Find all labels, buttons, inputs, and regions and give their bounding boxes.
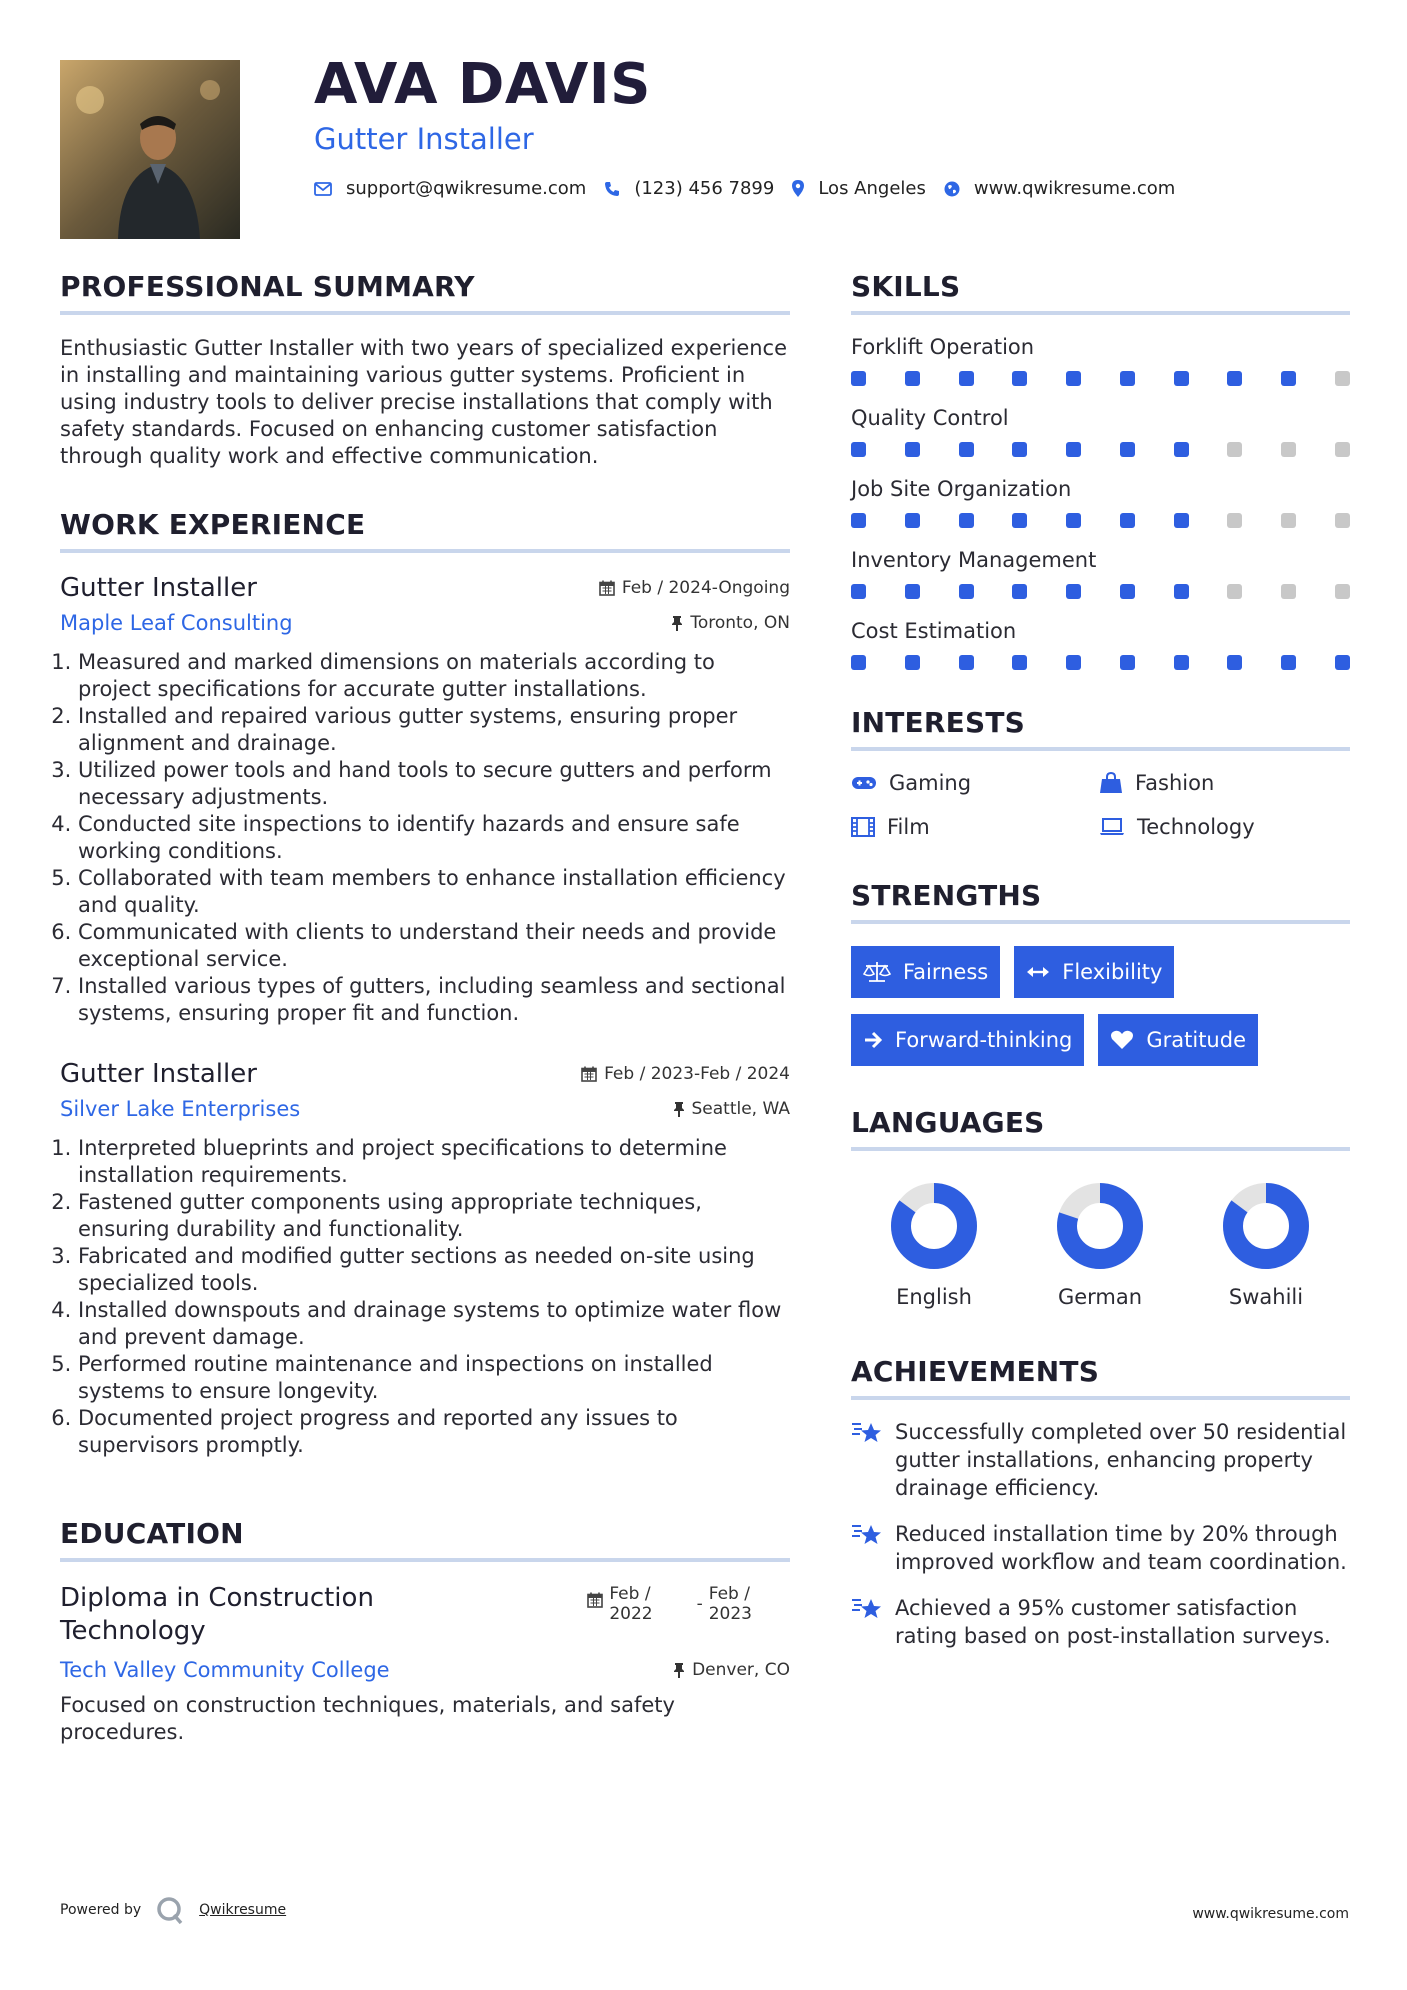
- job-title: Gutter Installer: [60, 1059, 257, 1089]
- skills-section: [851, 270, 1350, 670]
- interest-technology: Technology: [1099, 815, 1349, 839]
- rating-dot-filled: [1335, 655, 1350, 670]
- contact-bar: [314, 178, 1193, 199]
- rating-dot-filled: [1174, 655, 1189, 670]
- rating-dot-filled: [1012, 442, 1027, 457]
- rating-dot-filled: [1174, 442, 1189, 457]
- contact-email[interactable]: [314, 178, 586, 199]
- achievement-item: [851, 1520, 1350, 1576]
- phone-icon: [604, 181, 620, 197]
- school-name: Tech Valley Community College: [60, 1658, 390, 1682]
- job-bullet: 5. Performed routine maintenance and inspections on installed systems to ensure longevity.: [78, 1351, 790, 1405]
- rating-dot-filled: [1012, 655, 1027, 670]
- rating-dot-filled: [959, 371, 974, 386]
- rating-dot-empty: [1335, 442, 1350, 457]
- job-dates: Feb / 2023-Feb / 2024: [581, 1064, 790, 1084]
- rating-dot-filled: [1066, 584, 1081, 599]
- education-section: [60, 1517, 790, 1746]
- rating-dot-empty: [1281, 442, 1296, 457]
- rating-dot-filled: [851, 442, 866, 457]
- pushpin-icon: [671, 615, 683, 631]
- calendar-icon: [581, 1066, 597, 1082]
- strength-flexibility: Flexibility: [1014, 946, 1174, 998]
- pushpin-icon: [673, 1662, 685, 1678]
- rating-dot-filled: [1174, 584, 1189, 599]
- shooting-star-icon: [851, 1596, 883, 1622]
- skill-rating: [851, 513, 1350, 528]
- shooting-star-icon: [851, 1522, 883, 1548]
- arrow-right-icon: [863, 1030, 883, 1050]
- rating-dot-filled: [1066, 655, 1081, 670]
- experience-heading: WORK EXPERIENCE: [60, 508, 790, 553]
- skill-name: Forklift Operation: [851, 335, 1035, 359]
- phone-text: (123) 456 7899: [634, 178, 775, 199]
- achievements-section: [851, 1355, 1350, 1650]
- skill-item: [851, 619, 1350, 670]
- rating-dot-empty: [1281, 584, 1296, 599]
- rating-dot-filled: [1066, 513, 1081, 528]
- rating-dot-filled: [1120, 655, 1135, 670]
- rating-dot-empty: [1227, 442, 1242, 457]
- skill-name: Quality Control: [851, 406, 1009, 430]
- contact-location: [792, 178, 926, 199]
- footer-powered-by: Powered by Qwikresume: [60, 1895, 286, 1925]
- language-proficiency-ring: [1223, 1183, 1309, 1269]
- rating-dot-filled: [905, 584, 920, 599]
- candidate-title: Gutter Installer: [314, 122, 534, 156]
- rating-dot-filled: [1066, 371, 1081, 386]
- rating-dot-filled: [1120, 584, 1135, 599]
- rating-dot-filled: [1012, 513, 1027, 528]
- rating-dot-empty: [1335, 513, 1350, 528]
- rating-dot-filled: [905, 442, 920, 457]
- contact-phone[interactable]: [604, 178, 774, 199]
- skill-rating: [851, 442, 1350, 457]
- rating-dot-filled: [1174, 513, 1189, 528]
- rating-dot-filled: [905, 655, 920, 670]
- job-bullet: 3. Fabricated and modified gutter sections as needed on-site using specialized tools.: [78, 1243, 790, 1297]
- job-location: Seattle, WA: [673, 1099, 791, 1119]
- rating-dot-empty: [1281, 513, 1296, 528]
- job-bullet: 4. Conducted site inspections to identify hazards and ensure safe working conditions.: [78, 811, 790, 865]
- candidate-name: AVA DAVIS: [314, 52, 651, 117]
- language-name: English: [896, 1285, 972, 1309]
- heart-icon: [1110, 1030, 1134, 1050]
- language-proficiency-ring: [891, 1183, 977, 1269]
- job-dates: Feb / 2024-Ongoing: [599, 578, 790, 598]
- job-bullet: 1. Interpreted blueprints and project specifications to determine installation requirements.: [78, 1135, 790, 1189]
- job-bullet: 4. Installed downspouts and drainage systems to optimize water flow and prevent damage.: [78, 1297, 790, 1351]
- achievements-heading: ACHIEVEMENTS: [851, 1355, 1350, 1400]
- skill-item: [851, 548, 1350, 599]
- rating-dot-filled: [1120, 513, 1135, 528]
- job-bullets: [60, 1135, 790, 1459]
- interests-section: [851, 706, 1350, 839]
- gamepad-icon: [851, 775, 877, 791]
- interest-fashion: Fashion: [1099, 771, 1349, 795]
- language-item: [851, 1183, 1017, 1309]
- skills-heading: SKILLS: [851, 270, 1350, 315]
- skill-name: Job Site Organization: [851, 477, 1072, 501]
- strengths-section: [851, 879, 1350, 1066]
- education-description: Focused on construction techniques, materials, and safety procedures.: [60, 1693, 675, 1744]
- school-location: Denver, CO: [673, 1660, 790, 1680]
- company-name: Maple Leaf Consulting: [60, 611, 293, 635]
- experience-section: [60, 508, 790, 1459]
- globe-icon: [944, 181, 960, 197]
- achievement-item: [851, 1594, 1350, 1650]
- rating-dot-empty: [1227, 513, 1242, 528]
- rating-dot-empty: [1335, 371, 1350, 386]
- rating-dot-filled: [959, 584, 974, 599]
- skill-rating: [851, 371, 1350, 386]
- rating-dot-filled: [1281, 655, 1296, 670]
- skill-name: Cost Estimation: [851, 619, 1017, 643]
- language-name: German: [1057, 1285, 1143, 1309]
- skill-item: [851, 406, 1350, 457]
- right-column: [851, 270, 1350, 1650]
- job-title: Gutter Installer: [60, 573, 257, 603]
- rating-dot-filled: [1227, 371, 1242, 386]
- skill-item: [851, 477, 1350, 528]
- job-bullet: 6. Communicated with clients to understand their needs and provide exceptional service.: [78, 919, 790, 973]
- rating-dot-filled: [851, 513, 866, 528]
- rating-dot-filled: [851, 584, 866, 599]
- strength-gratitude: Gratitude: [1098, 1014, 1258, 1066]
- achievement-text: Achieved a 95% customer satisfaction rating based on post-installation surveys.: [895, 1596, 1331, 1648]
- balance-scale-icon: [863, 961, 891, 983]
- envelope-icon: [314, 182, 332, 196]
- strengths-heading: STRENGTHS: [851, 879, 1350, 924]
- rating-dot-filled: [959, 513, 974, 528]
- footer-website[interactable]: www.qwikresume.com: [1192, 1906, 1349, 1922]
- qwikresume-logo-icon: [155, 1895, 185, 1925]
- language-item: [1183, 1183, 1349, 1309]
- rating-dot-filled: [905, 513, 920, 528]
- rating-dot-filled: [1120, 371, 1135, 386]
- map-marker-icon: [792, 180, 804, 197]
- job-entry: [60, 573, 790, 1027]
- strength-fairness: Fairness: [851, 946, 1000, 998]
- email-text: support@qwikresume.com: [346, 178, 587, 199]
- shooting-star-icon: [851, 1420, 883, 1446]
- summary-text: Enthusiastic Gutter Installer with two years of specialized experience in installing and maintaining various gutter systems. Proficient in using industry tools to deliver precise installations that comply with safety standards. Focused on enhancing customer satisfaction through quality work and effective communication.: [60, 336, 788, 468]
- rating-dot-filled: [959, 442, 974, 457]
- pushpin-icon: [673, 1101, 685, 1117]
- website-text: www.qwikresume.com: [973, 178, 1176, 199]
- job-location: Toronto, ON: [671, 613, 790, 633]
- rating-dot-filled: [1281, 371, 1296, 386]
- rating-dot-filled: [851, 371, 866, 386]
- skill-rating: [851, 655, 1350, 670]
- profile-photo: [60, 60, 240, 239]
- shopping-bag-icon: [1099, 772, 1123, 794]
- language-proficiency-ring: [1057, 1183, 1143, 1269]
- footer-brand-link[interactable]: Qwikresume: [199, 1902, 287, 1918]
- language-item: [1017, 1183, 1183, 1309]
- job-bullet: 1. Measured and marked dimensions on materials according to project specifications for accurate gutter installations.: [78, 649, 790, 703]
- job-bullet: 5. Collaborated with team members to enhance installation efficiency and quality.: [78, 865, 790, 919]
- education-dates: Feb / 2022 - Feb / 2023: [587, 1584, 790, 1648]
- job-bullet: 6. Documented project progress and reported any issues to supervisors promptly.: [78, 1405, 790, 1459]
- interests-heading: INTERESTS: [851, 706, 1350, 751]
- rating-dot-empty: [1335, 584, 1350, 599]
- calendar-icon: [599, 580, 615, 596]
- contact-website[interactable]: [944, 178, 1175, 199]
- rating-dot-filled: [1227, 655, 1242, 670]
- languages-section: [851, 1106, 1350, 1309]
- summary-heading: PROFESSIONAL SUMMARY: [60, 270, 790, 315]
- rating-dot-filled: [959, 655, 974, 670]
- degree-title: Diploma in Construction Technology: [60, 1583, 374, 1646]
- skill-item: [851, 335, 1350, 386]
- skill-name: Inventory Management: [851, 548, 1097, 572]
- rating-dot-filled: [1066, 442, 1081, 457]
- achievement-item: [851, 1418, 1350, 1502]
- company-name: Silver Lake Enterprises: [60, 1097, 301, 1121]
- arrows-horizontal-icon: [1026, 965, 1050, 979]
- rating-dot-filled: [1174, 371, 1189, 386]
- achievement-text: Successfully completed over 50 residential gutter installations, enhancing property drainage efficiency.: [895, 1420, 1347, 1500]
- laptop-icon: [1099, 818, 1125, 836]
- rating-dot-empty: [1227, 584, 1242, 599]
- rating-dot-filled: [1012, 584, 1027, 599]
- left-column: [60, 270, 790, 1746]
- education-heading: EDUCATION: [60, 1517, 790, 1562]
- rating-dot-filled: [1012, 371, 1027, 386]
- strength-forward-thinking: Forward-thinking: [851, 1014, 1084, 1066]
- calendar-icon: [587, 1592, 603, 1608]
- job-bullet: 2. Installed and repaired various gutter systems, ensuring proper alignment and drainage.: [78, 703, 790, 757]
- job-entry: [60, 1059, 790, 1459]
- film-icon: [851, 817, 875, 837]
- interest-gaming: Gaming: [851, 771, 1099, 795]
- interest-film: Film: [851, 815, 1099, 839]
- skill-rating: [851, 584, 1350, 599]
- language-name: Swahili: [1228, 1285, 1304, 1309]
- rating-dot-filled: [905, 371, 920, 386]
- job-bullets: [60, 649, 790, 1027]
- languages-heading: LANGUAGES: [851, 1106, 1350, 1151]
- location-text: Los Angeles: [818, 178, 926, 199]
- rating-dot-filled: [1120, 442, 1135, 457]
- summary-section: [60, 270, 790, 470]
- job-bullet: 3. Utilized power tools and hand tools to secure gutters and perform necessary adjustments.: [78, 757, 790, 811]
- rating-dot-filled: [851, 655, 866, 670]
- job-bullet: 2. Fastened gutter components using appropriate techniques, ensuring durability and functionality.: [78, 1189, 790, 1243]
- achievement-text: Reduced installation time by 20% through improved workflow and team coordination.: [895, 1522, 1347, 1574]
- job-bullet: 7. Installed various types of gutters, including seamless and sectional systems, ensuring proper fit and function.: [78, 973, 790, 1027]
